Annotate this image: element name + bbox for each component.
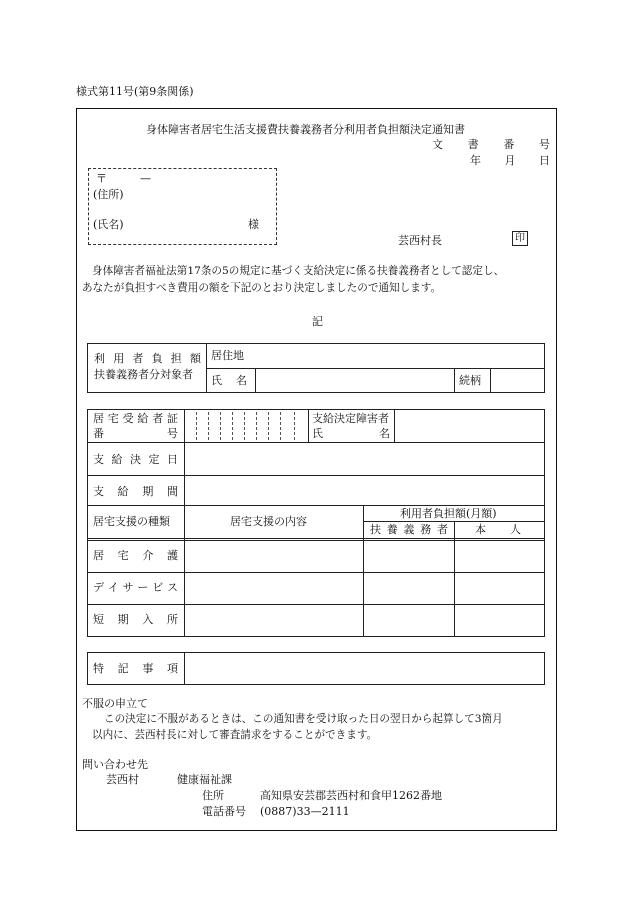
special-notes-label: 特 記 事 項 <box>93 662 178 675</box>
support-type-label: 居宅支援の種類 <box>93 515 170 528</box>
period-label: 支 給 期 間 <box>93 485 178 498</box>
contact-department: 健康福祉課 <box>177 773 232 786</box>
ki-label: 記 <box>312 315 323 328</box>
obligor-label: 扶 養 義 務 者 <box>370 523 448 536</box>
document-title: 身体障害者居宅生活支援費扶養義務者分利用者負担額決定通知書 <box>146 123 465 136</box>
burden-label-line1: 利 用 者 負 担 額 <box>94 352 201 365</box>
recipient-cert-line1: 居 宅 受 給 者 証 <box>93 412 178 425</box>
residence-label: 居住地 <box>211 349 244 362</box>
address-label: (住所) <box>93 188 124 201</box>
contact-address-label: 住所 <box>202 789 224 802</box>
date-label: 年 月 日 <box>470 154 550 167</box>
objection-line1: この決定に不服があるときは、この通知書を受け取った日の翌日から起算して3箇月 <box>104 713 503 725</box>
issuer-name: 芸西村長 <box>398 234 442 247</box>
row-home-care: 居 宅 介 護 <box>93 549 178 562</box>
body-text-line2: あなたが負担すべき費用の額を下記のとおり決定しましたので通知します。 <box>82 282 442 294</box>
contact-address: 高知県安芸郡芸西村和食甲1262番地 <box>260 789 442 802</box>
row-day-service: デ イ サ ー ビ ス <box>93 581 178 594</box>
self-label: 本 人 <box>475 523 521 536</box>
contact-phone-label: 電話番号 <box>202 805 246 818</box>
doc-number-label: 文 書 番 号 <box>432 138 550 151</box>
name-label: (氏名) <box>93 218 124 231</box>
seal-mark: 印 <box>512 231 528 246</box>
row-short-stay: 短 期 入 所 <box>93 613 178 626</box>
name-label-table1: 氏 名 <box>211 374 247 387</box>
objection-heading: 不服の申立て <box>82 697 148 710</box>
burden-monthly-label: 利用者負担額(月額) <box>400 507 497 520</box>
objection-line2: 以内に、芸西村長に対して審査請求をすることができます。 <box>92 729 378 741</box>
support-content-label: 居宅支援の内容 <box>230 515 307 528</box>
honorific: 様 <box>248 218 259 231</box>
decision-date-label: 支 給 決 定 日 <box>93 453 178 466</box>
contact-village: 芸西村 <box>106 773 139 786</box>
disabled-person-line1: 支給決定障害者 <box>312 412 389 425</box>
relation-label: 続柄 <box>459 374 481 387</box>
form-number: 様式第11号(第9条関係) <box>76 85 194 98</box>
disabled-person-line2: 氏 名 <box>312 427 390 440</box>
burden-label-line2: 扶養義務者分対象者 <box>94 368 193 381</box>
contact-heading: 問い合わせ先 <box>82 758 148 771</box>
recipient-cert-line2: 番 号 <box>93 427 178 440</box>
postal-code-mark: 〒 — <box>96 172 151 185</box>
body-text-line1: 身体障害者福祉法第17条の5の規定に基づく支給決定に係る扶養義務者として認定し、 <box>92 265 505 277</box>
contact-phone: (0887)33—2111 <box>260 805 350 818</box>
